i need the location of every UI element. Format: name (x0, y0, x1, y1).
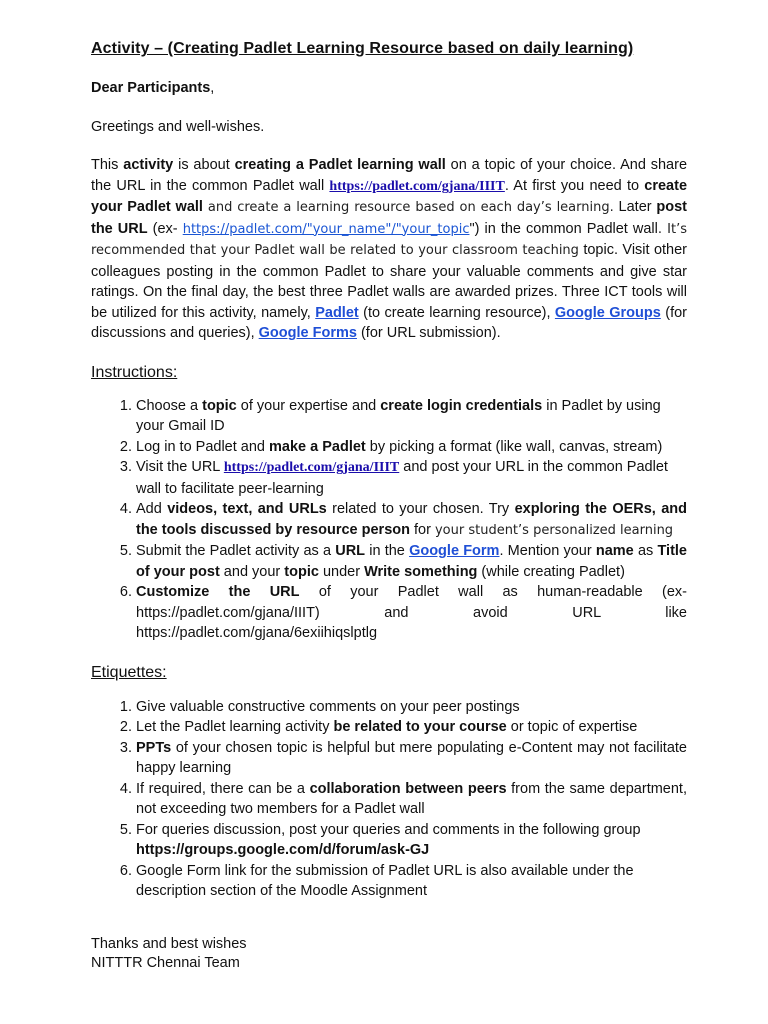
google-groups-link[interactable]: Google Groups (554, 304, 661, 321)
team-name: NITTTR Chennai Team (91, 955, 240, 971)
intro-paragraph: This activity is about creating a Padlet learning wall on a topic of your choice. And share the URL in the common Padlet wall https://padlet.com/gjana/IIIT. At first you need to create your Padlet wall and create a learning resource based on each day’s learning. Later post the URL (ex- https://padlet.com/"your_name"/"your_topic") in the common Padlet wall. It’s recommended that your Padlet wall be related to your classroom teaching topic. Visit other colleagues posting in the common Padlet to share your valuable comments and give star ratings. On the final day, the best three Padlet walls are awarded prizes. Three ICT tools will be utilized for this activity, namely, Padlet (to create learning resource), Google Groups (for discussions and queries), Google Forms (for URL submission). (91, 157, 688, 341)
instruction-item: 1. Choose a topic of your expertise and create login credentials in Padlet by using your Gmail ID (136, 396, 687, 437)
instruction-item: 5. Submit the Padlet activity as a URL in the Google Form. Mention your name as Title of your post and your topic under Write something (while creating Padlet) (136, 541, 687, 582)
greeting: Greetings and well-wishes. (91, 118, 265, 135)
closing-line: Thanks and best wishes (91, 936, 247, 952)
etiquettes-heading: Etiquettes: (91, 663, 167, 681)
instruction-item: 6. Customize the URL of your Padlet wall as human-readable (ex-https://padlet.com/gjana/IIIT) and avoid URL like https://padlet.com/gjana/6exiihiqslptlg (136, 582, 687, 644)
instructions-list (91, 396, 687, 644)
example-url-link[interactable]: https://padlet.com/"your_name"/"your_topic (182, 221, 470, 237)
instruction-item: 3. Visit the URL https://padlet.com/gjana/IIIT and post your URL in the common Padlet wall to facilitate peer-learning (136, 457, 687, 499)
common-padlet-link-2[interactable]: https://padlet.com/gjana/IIIT (223, 460, 400, 475)
google-forms-link[interactable]: Google Forms (258, 325, 357, 341)
document-page (91, 40, 687, 902)
google-form-link[interactable]: Google Form (409, 543, 500, 559)
instructions-heading: Instructions: (91, 363, 178, 381)
groups-url[interactable]: https://groups.google.com/d/forum/ask-GJ (136, 842, 430, 858)
etiquette-item: 3. PPTs of your chosen topic is helpful but mere populating e-Content may not facilitate happy learning (136, 738, 687, 779)
etiquette-item: 2. Let the Padlet learning activity be related to your course or topic of expertise (136, 717, 687, 738)
salutation-name: Dear Participants (91, 80, 211, 96)
etiquette-item: 1. Give valuable constructive comments on your peer postings (136, 697, 687, 718)
padlet-link[interactable]: Padlet (315, 304, 359, 321)
etiquette-item: 4. If required, there can be a collaboration between peers from the same department, not exceeding two members for a Padlet wall (136, 779, 687, 820)
signature-block (91, 935, 247, 973)
instruction-item: 2. Log in to Padlet and make a Padlet by picking a format (like wall, canvas, stream) (136, 437, 687, 458)
etiquette-item: 6. Google Form link for the submission of Padlet URL is also available under the description section of the Moodle Assignment (136, 861, 687, 902)
etiquette-item: 5. For queries discussion, post your queries and comments in the following group https://groups.google.com/d/forum/ask-GJ (136, 820, 687, 861)
document-title: Activity – (Creating Padlet Learning Resource based on daily learning) (91, 40, 634, 57)
salutation: Dear Participants, (91, 80, 215, 96)
etiquettes-list (91, 697, 687, 902)
common-padlet-link[interactable]: https://padlet.com/gjana/IIIT (329, 178, 505, 194)
instruction-item: 4. Add videos, text, and URLs related to your chosen. Try exploring the OERs, and the tools discussed by resource person for your student’s personalized learning (136, 499, 687, 541)
